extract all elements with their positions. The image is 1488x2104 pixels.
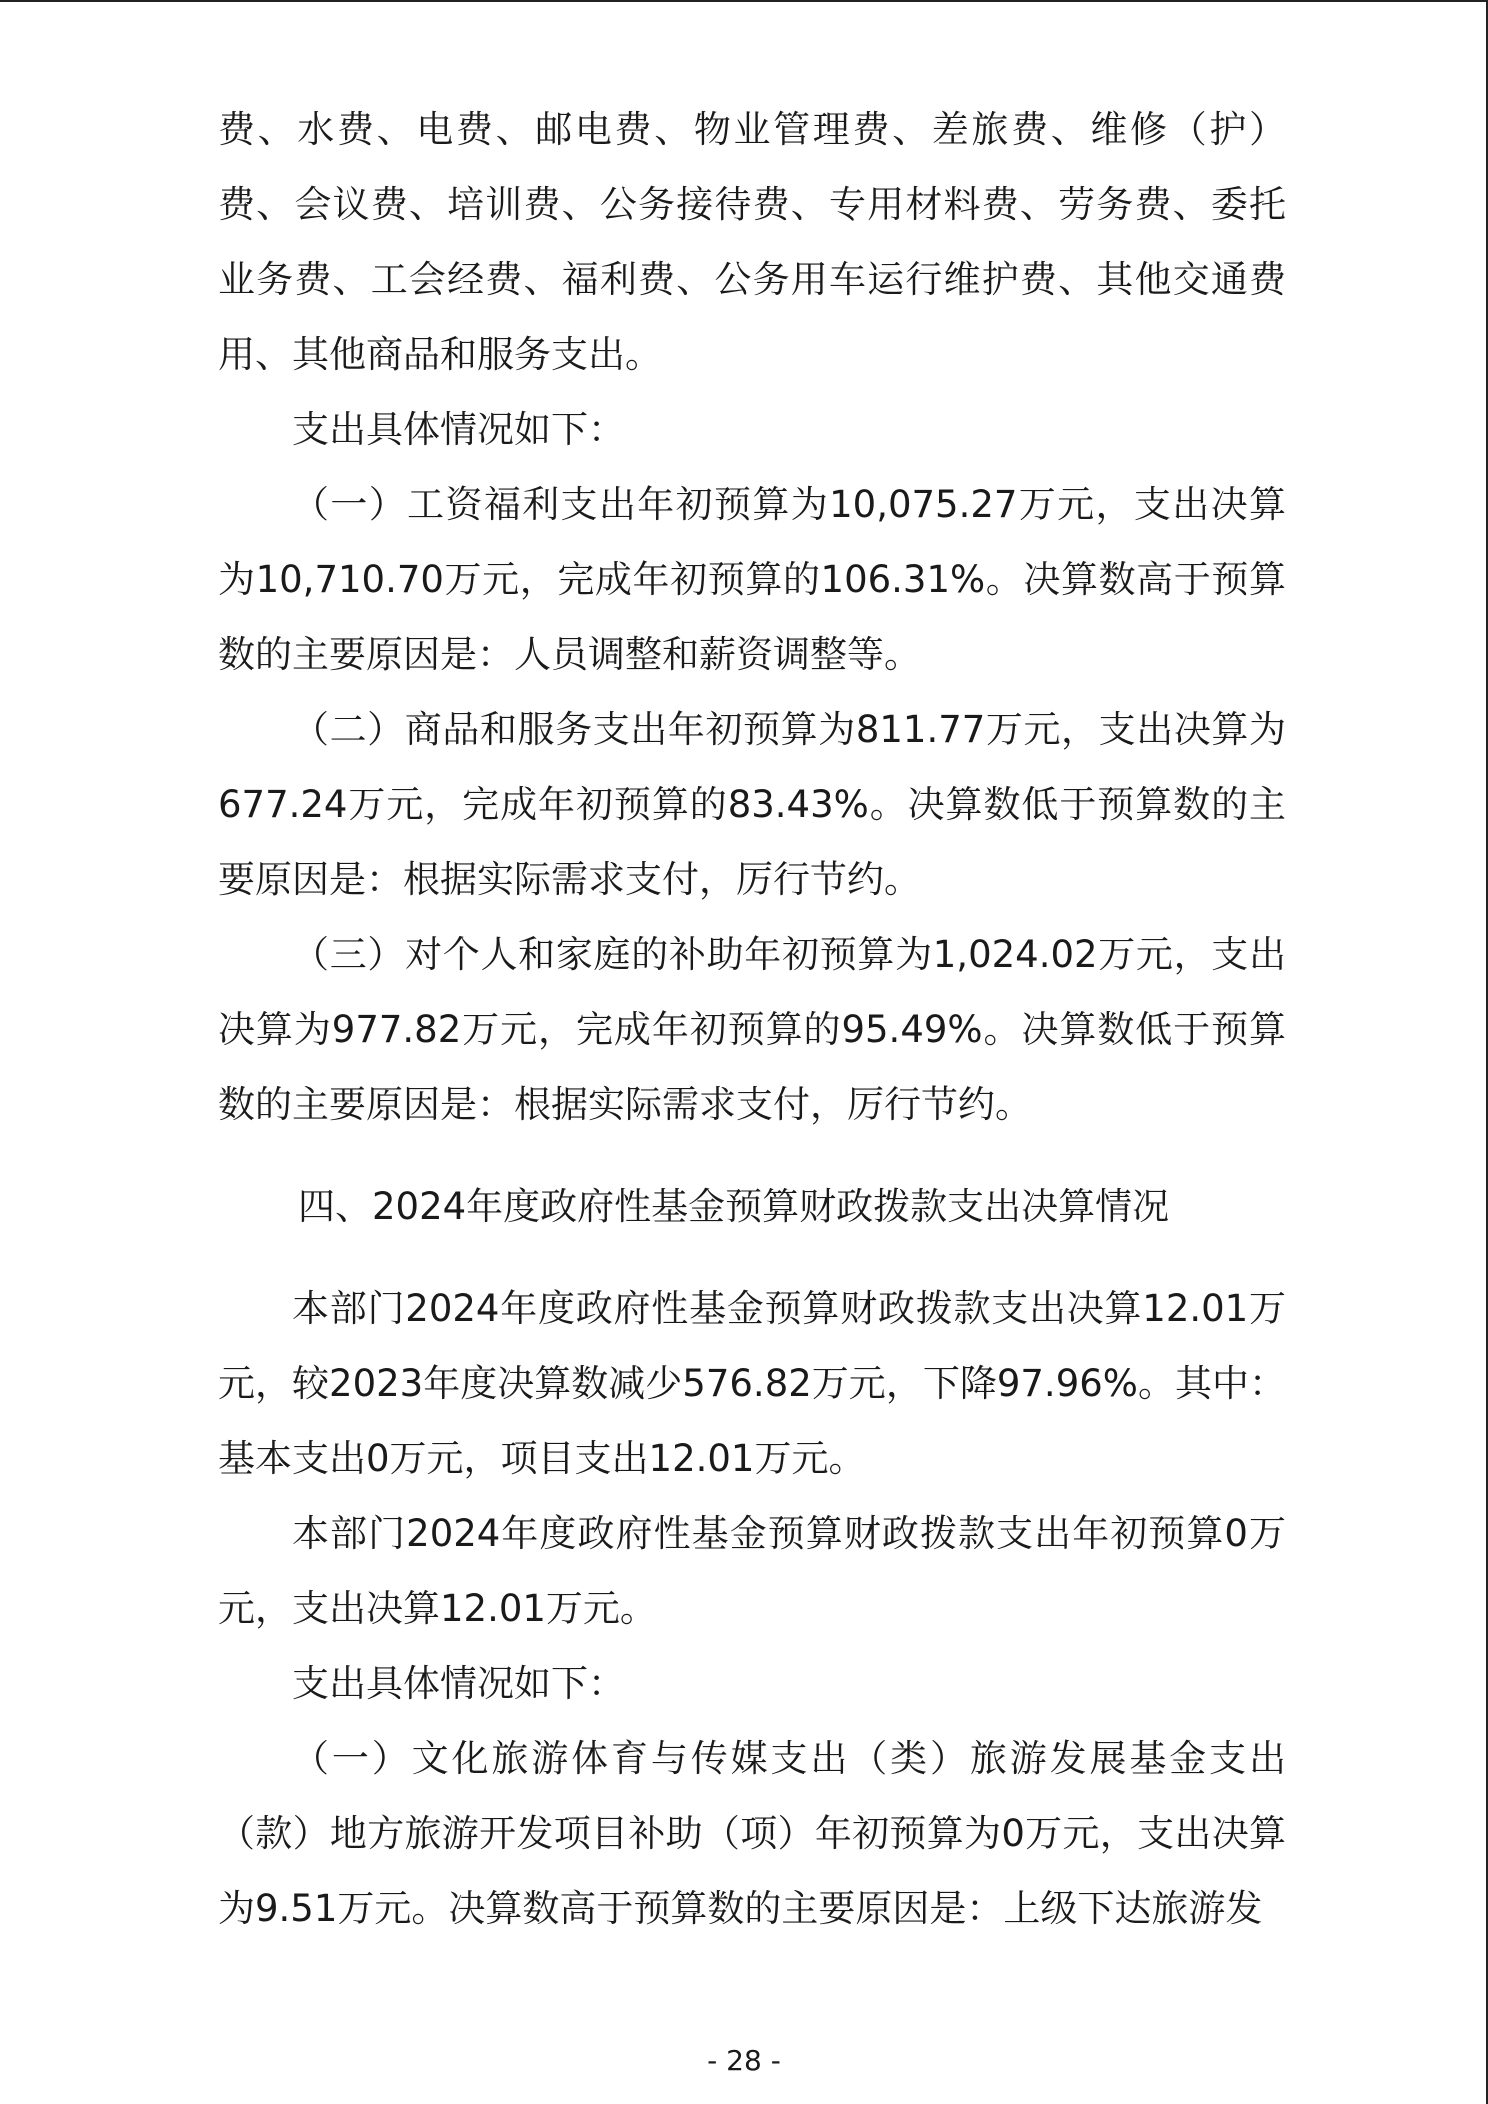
paragraph-expense-intro: 支出具体情况如下：: [292, 408, 625, 451]
paragraph-personal-subsidy: （三）对个人和家庭的补助年初预算为1,024.02万元，支出决算为977.82万元，完成年初预算的95.49%。决算数低于预算数的主要原因是：根据实际需求支付，厉行节约。: [218, 933, 1286, 1126]
document-body: [218, 92, 1286, 1946]
paragraph-fund-budget: 本部门2024年度政府性基金预算财政拨款支出年初预算0万元，支出决算12.01万元。: [218, 1512, 1286, 1630]
section-heading: 四、2024年度政府性基金预算财政拨款支出决算情况: [298, 1185, 1170, 1228]
page-border-top: [0, 0, 1488, 2]
paragraph-goods-services: （二）商品和服务支出年初预算为811.77万元，支出决算为677.24万元，完成年初预算的83.43%。决算数低于预算数的主要原因是：根据实际需求支付，厉行节约。: [218, 708, 1286, 901]
paragraph-fund-intro: 支出具体情况如下：: [292, 1662, 625, 1705]
paragraph-wages-welfare: （一）工资福利支出年初预算为10,075.27万元，支出决算为10,710.70万元，完成年初预算的106.31%。决算数高于预算数的主要原因是：人员调整和薪资调整等。: [218, 483, 1286, 676]
paragraph-fund-total: 本部门2024年度政府性基金预算财政拨款支出决算12.01万元，较2023年度决算数减少576.82万元，下降97.96%。其中：基本支出0万元，项目支出12.01万元。: [218, 1287, 1286, 1480]
paragraph-tourism-fund: （一）文化旅游体育与传媒支出（类）旅游发展基金支出（款）地方旅游开发项目补助（项）年初预算为0万元，支出决算为9.51万元。决算数高于预算数的主要原因是：上级下达旅游发: [218, 1737, 1286, 1930]
paragraph-expense-items: 费、水费、电费、邮电费、物业管理费、差旅费、维修（护）费、会议费、培训费、公务接待费、专用材料费、劳务费、委托业务费、工会经费、福利费、公务用车运行维护费、其他交通费用、其他商品和服务支出。: [218, 108, 1286, 376]
page-number: - 28 -: [707, 2044, 781, 2077]
